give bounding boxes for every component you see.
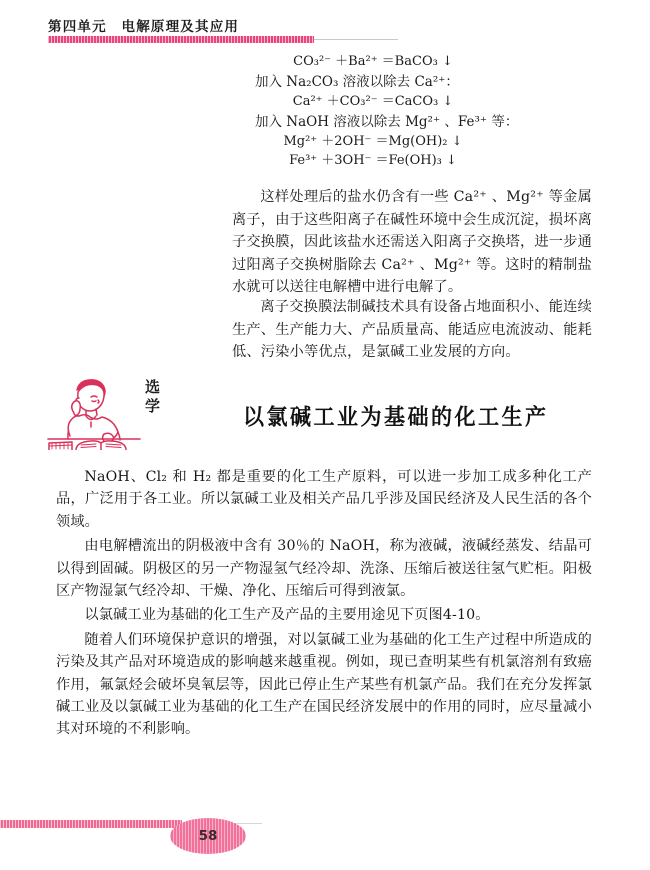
- equation-lead-sodium-carbonate: 加入 Na₂CO₃ 溶液以除去 Ca²⁺：: [255, 74, 459, 90]
- lower-body-text: [56, 466, 592, 743]
- running-head-title: 第四单元 电解原理及其应用: [48, 19, 240, 35]
- equation-lead-sodium-hydroxide: 加入 NaOH 溶液以除去 Mg²⁺ 、Fe³⁺ 等：: [255, 114, 519, 130]
- page-number: 58: [198, 828, 218, 844]
- paragraph-raw-materials: NaOH、Cl₂ 和 H₂ 都是重要的化工生产原料，可以进一步加工成多种化工产品，广泛用于各工业。所以氯碱工业及相关产品几乎涉及国民经济及人民生活的各个领域。: [56, 469, 592, 530]
- equation-barium-carbonate: CO₃²⁻ ＋Ba²⁺ ＝BaCO₃ ↓: [293, 54, 453, 69]
- paragraph-membrane-advantages: 离子交换膜法制碱技术具有设备占地面积小、能连续生产、生产能力大、产品质量高、能适应电流波动、能耗低、污染小等优点，是氯碱工业发展的方向。: [232, 299, 592, 361]
- student-reading-illustration: [46, 376, 142, 450]
- header-decorative-rule: [48, 36, 314, 43]
- optional-study-label: 选学: [145, 378, 161, 415]
- optional-study-badge: [46, 376, 188, 450]
- equation-iron-hydroxide: Fe³⁺ ＋3OH⁻ ＝Fe(OH)₃ ↓: [289, 153, 457, 168]
- paragraph-salt-treatment: 这样处理后的盐水仍含有一些 Ca²⁺ 、Mg²⁺ 等金属离子，由于这些阳离子在碱性环境中会生成沉淀，损坏离子交换膜，因此该盐水还需送入阳离子交换塔，进一步通过阳离子交换树脂除去 Ca²⁺ 、Mg²⁺ 等。这时的精制盐水就可以送往电解槽中进行电解了。: [232, 189, 592, 296]
- chemical-equations-block: [0, 52, 650, 170]
- header-rule-tail: [314, 39, 398, 40]
- footer-decorative-rule: [0, 820, 182, 828]
- page-header: [0, 0, 650, 48]
- equation-magnesium-hydroxide: Mg²⁺ ＋2OH⁻ ＝Mg(OH)₂ ↓: [283, 134, 463, 149]
- paragraph-figure-reference: 以氯碱工业为基础的化工生产及产品的主要用途见下页图4-10。: [84, 607, 490, 624]
- equation-calcium-carbonate: Ca²⁺ ＋CO₃²⁻ ＝CaCO₃ ↓: [292, 94, 454, 109]
- section-title: 以氯碱工业为基础的化工生产: [243, 404, 549, 430]
- paragraph-environmental-impact: 随着人们环境保护意识的增强，对以氯碱工业为基础的化工生产过程中所造成的污染及其产品对环境造成的影响越来越重视。例如，现已查明某些有机氯溶剂有致癌作用，氟氯烃会破坏臭氧层等，因此已停止生产某些有机氯产品。我们在充分发挥氯碱工业及以氯碱工业为基础的化工生产在国民经济发展中的作用的同时，应尽量减小其对环境的不利影响。: [56, 631, 592, 738]
- page-footer: [0, 816, 650, 870]
- paragraph-catholyte-products: 由电解槽流出的阴极液中含有 30％的 NaOH，称为液碱，液碱经蒸发、结晶可以得到固碱。阴极区的另一产物湿氢气经冷却、洗涤、压缩后被送往氢气贮柜。阳极区产物湿氯气经冷却、干燥、净化、压缩后可得到液氯。: [56, 538, 592, 600]
